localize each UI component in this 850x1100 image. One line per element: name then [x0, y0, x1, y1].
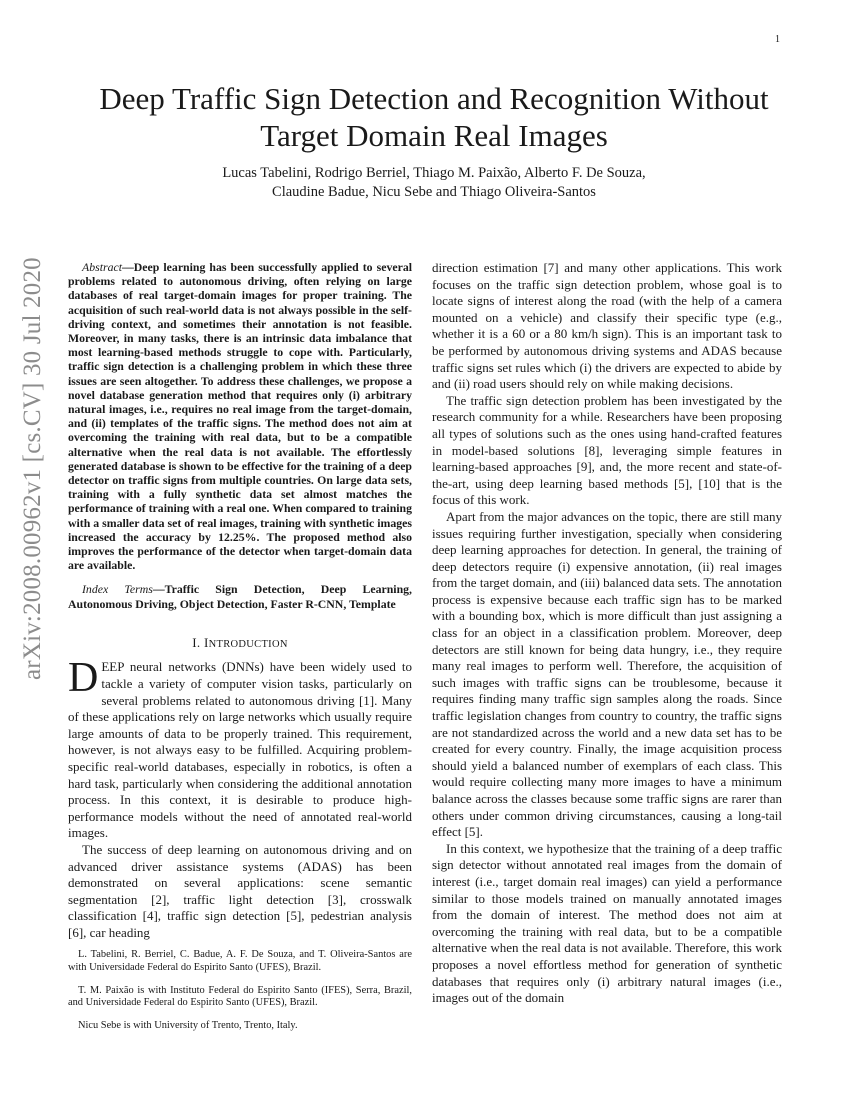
left-column [68, 260, 412, 942]
section-number: I. [192, 634, 204, 650]
drop-cap: D [68, 655, 99, 702]
section-heading-introduction [68, 635, 412, 654]
abstract-text: —Deep learning has been successfully applied to several problems related to autonomous driving, often relying on large databases of real target-domain images for proper training. The acquisition of such real-world data is not always possible in the self-driving context, and sometimes their annotation is not feasible. Moreover, in many tasks, there is an intrinsic data imbalance that most learning-based methods struggle to cope with. Particularly, traffic sign detection is a challenging problem in which these three issues are seen altogether. To address these challenges, we propose a novel database generation method that requires only (i) arbitrary natural images, i.e., requires no real image from the target-domain, and (ii) templates of the traffic signs. The method does not aim at overcoming the training with real data, but to be a compatible alternative when the real data is not available. The effortlessly generated database is shown to be effective for the training of a deep detector on traffic signs from multiple countries. On large data sets, training with a fully synthetic data set almost matches the performance of training with a real one. When compared to training with a smaller data set of real images, training with synthetic images increased the accuracy by 12.25%. The proposed method also improves the performance of the detector when target-domain data are available. [68, 260, 412, 573]
authors [70, 164, 798, 202]
footnote-affiliation-3: Nicu Sebe is with University of Trento, Trento, Italy. [78, 1020, 298, 1032]
footnote-affiliation-2: T. M. Paixão is with Instituto Federal do Espirito Santo (IFES), Serra, Brazil, and Universidade Federal do Espirito Santo (UFES), Brazil. [68, 984, 412, 1009]
section-title-rest: NTRODUCTION [208, 638, 288, 650]
footnotes [68, 949, 412, 1043]
arxiv-stamp: arXiv:2008.00962v1 [cs.CV] 30 Jul 2020 [19, 257, 46, 680]
authors-line-2: Claudine Badue, Nicu Sebe and Thiago Oliveira-Santos [272, 184, 596, 200]
intro-paragraph-1-text: EEP neural networks (DNNs) have been widely used to tackle a variety of computer vision tasks, particularly on several problems related to autonomous driving [1]. Many of these applications rely on large networks which usually require large amounts of data to be properly trained. This requirement, however, is not always easy to be fulfilled. Acquiring problem-specific real-world databases, especially in robotics, is often a hard task, particularly when considering the additional annotation process. In this context, it is desirable to produce high-performance models without the need of annotated real-world images. [68, 659, 412, 841]
paper-title: Deep Traffic Sign Detection and Recognition Without Target Domain Real Images [99, 81, 769, 153]
index-terms-lead: Index Terms [82, 582, 153, 597]
right-paragraph-1: direction estimation [7] and many other applications. This work focuses on the traffic sign detection problem, whose goal is to locate signs of interest along the road (with the help of a camera mounted on a vehicle) and classify their specific type (e.g., whether it is a 60 or a 80 km/h sign). This is an important task to be performed by autonomous driving systems and ADAS because traffic signs set rules which (i) the drivers are expected to abide by and (ii) road users should rely on while making decisions. [432, 260, 782, 392]
right-paragraph-2: The traffic sign detection problem has been investigated by the research community for a while. Researchers have been proposing all types of solutions such as the ones using hand-crafted features in model-based solutions [8], leveraging simple features in learning-based approaches [9], and, the more recent and state-of-the-art, using deep learning based methods [5], [10] that is the focus of this work. [432, 392, 782, 508]
right-paragraph-3: Apart from the major advances on the topic, there are still many issues requiring further investigation, specially when considering deep learning approaches for detection. In general, the training of deep detectors require (i) expensive annotation, (ii) real images from the target domain, and (iii) balanced data sets. The annotation process is expensive because each traffic sign has to be marked with a bounding box, which is more difficult than just assigning a class for an object in a classification problem. Moreover, deep detectors are still known for being data hungry, i.e., they require many real images to perform well. Therefore, the acquisition of such images with traffic signs can be troublesome, because it requires finding many traffic sign samples along the roads. Since traffic legislation changes from country to country, the traffic signs are not standardized across the world and a new data set has to be created for every country. Finally, the image acquisition process should yield a balanced number of exemplars of each class. This would require collecting many more images to have a minimum balance across the classes because some traffic signs are rarer than others under common driving circumstances, causing a long-tail effect [5]. [432, 508, 782, 840]
abstract [68, 260, 412, 572]
page-number: 1 [775, 34, 780, 45]
section-initial: I [203, 634, 209, 650]
footnote-affiliation-1: L. Tabelini, R. Berriel, C. Badue, A. F. De Souza, and T. Oliveira-Santos are with Universidade Federal do Espirito Santo (UFES), Brazil. [68, 949, 412, 973]
right-column [432, 260, 782, 1007]
intro-paragraph-1 [68, 655, 412, 842]
authors-line-1: Lucas Tabelini, Rodrigo Berriel, Thiago M. Paixão, Alberto F. De Souza, [222, 165, 646, 181]
index-terms-text: —Traffic Sign Detection, Deep Learning, Autonomous Driving, Object Detection, Faster R-CNN, Template [68, 582, 412, 611]
abstract-lead: Abstract [82, 260, 122, 274]
index-terms [68, 582, 412, 610]
intro-paragraph-2: The success of deep learning on autonomous driving and on advanced driver assistance systems (ADAS) has been demonstrated on several applications: scene semantic segmentation [2], traffic light detection [3], crosswalk classification [4], traffic sign detection [5], pedestrian analysis [6], car heading [68, 842, 412, 940]
right-paragraph-4: In this context, we hypothesize that the training of a deep traffic sign detector without annotated real images from the domain of interest (i.e., target domain real images) can yield a performance similar to those models trained on manually annotated images from the domain of interest. The method does not aim at overcoming the training with real data, but to be a compatible alternative when the real data is not available. Therefore, this work proposes a novel effortless method for generation of synthetic databases that requires only (i) arbitrary natural images (i.e., images out of the domain [432, 840, 782, 1006]
